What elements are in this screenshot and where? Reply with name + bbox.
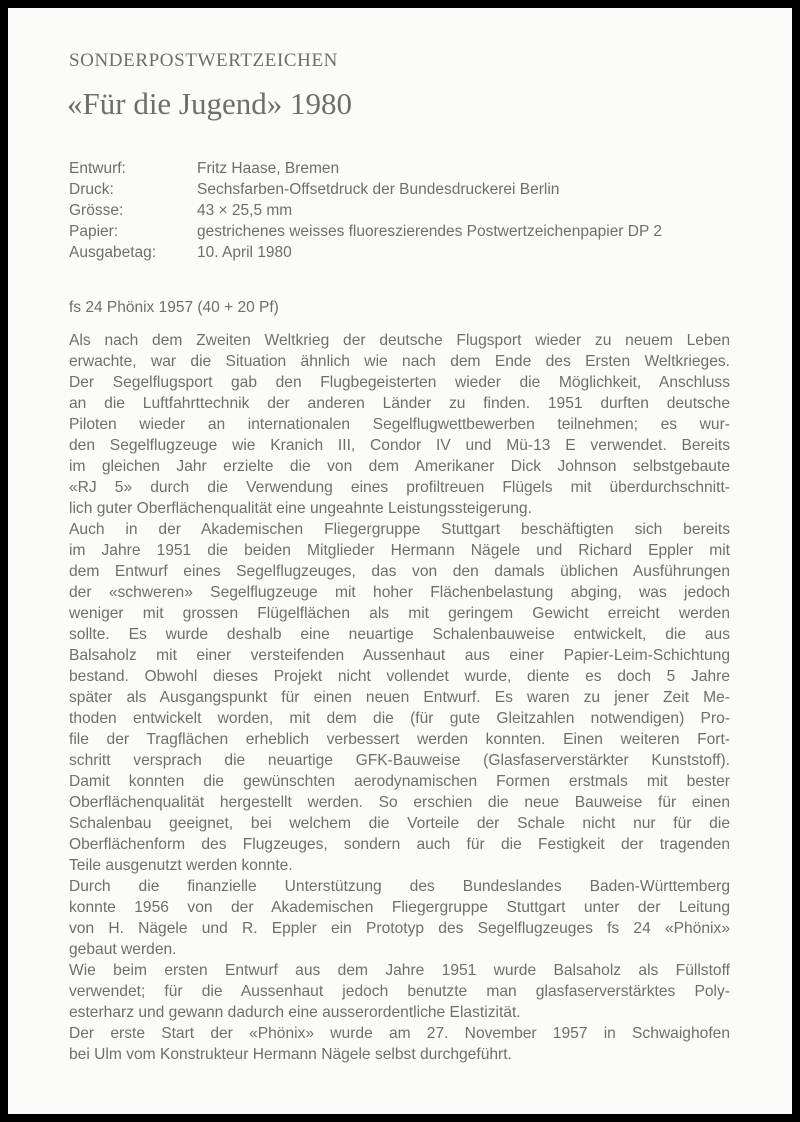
body-line: Der Segelflugsport gab den Flugbegeisterten wieder die Möglichkeit, Anschluss: [69, 374, 730, 391]
spec-row-size: [69, 200, 662, 221]
body-line: Schalenbau geeignet, bei welchem die Vorteile der Schale nicht nur für die: [69, 815, 730, 832]
spec-label: Druck:: [69, 181, 114, 198]
body-line: Als nach dem Zweiten Weltkrieg der deutsche Flugsport wieder zu neuem Leben: [69, 332, 730, 349]
spec-label: Papier:: [69, 223, 119, 240]
body-line: Damit konnten die gewünschten aerodynamischen Formen erstmals mit bester: [69, 773, 730, 790]
spec-label: Ausgabetag:: [69, 244, 157, 261]
body-line: Teile ausgenutzt werden konnte.: [69, 857, 293, 874]
body-line: «RJ 5» durch die Verwendung eines profiltreuen Flügels mit überdurchschnitt-: [69, 479, 730, 496]
body-line: schritt versprach die neuartige GFK-Bauweise (Glasfaserverstärkter Kunststoff).: [69, 752, 730, 769]
body-line: file der Tragflächen erheblich verbessert werden konnten. Einen weiteren Fort-: [69, 731, 730, 748]
body-line: der «schweren» Segelflugzeuge mit hoher Flächenbelastung abging, was jedoch: [69, 584, 730, 601]
body-line: Piloten wieder an internationalen Segelflugwettbewerben teilnehmen; es wur-: [69, 416, 730, 433]
body-line: lich guter Oberflächenqualität eine ungeahnte Leistungssteigerung.: [69, 500, 532, 517]
body-line: bestand. Obwohl dieses Projekt nicht vollendet wurde, diente es doch 5 Jahre: [69, 668, 730, 685]
body-line: sollte. Es wurde deshalb eine neuartige Schalenbauweise entwickelt, die aus: [69, 626, 730, 643]
body-line: thoden entwickelt worden, mit dem die (für gute Gleitzahlen notwendigen) Pro-: [69, 710, 730, 727]
body-line: im gleichen Jahr erzielte die von dem Amerikaner Dick Johnson selbstgebaute: [69, 458, 730, 475]
spec-value: Sechsfarben-Offsetdruck der Bundesdruckerei Berlin: [197, 181, 560, 198]
spec-row-issue-date: [69, 242, 662, 263]
body-line: Durch die finanzielle Unterstützung des Bundeslandes Baden-Württemberg: [69, 878, 730, 895]
body-line: bei Ulm vom Konstrukteur Hermann Nägele selbst durchgeführt.: [69, 1046, 512, 1063]
spec-value: 10. April 1980: [197, 244, 292, 261]
spec-label: Grösse:: [69, 202, 124, 219]
body-line: später als Ausgangspunkt für einen neuen Entwurf. Es waren zu jener Zeit Me-: [69, 689, 730, 706]
document-page: [8, 8, 792, 1114]
body-line: im Jahre 1951 die beiden Mitglieder Hermann Nägele und Richard Eppler mit: [69, 542, 730, 559]
body-line: esterharz und gewann dadurch eine ausserordentliche Elastizität.: [69, 1004, 521, 1021]
body-line: den Segelflugzeuge wie Kranich III, Condor IV und Mü-13 E verwendet. Bereits: [69, 437, 730, 454]
body-text: [69, 330, 730, 1065]
stamp-subtitle: fs 24 Phönix 1957 (40 + 20 Pf): [69, 299, 279, 316]
spec-value: 43 × 25,5 mm: [197, 202, 293, 219]
body-line: Balsaholz mit einer versteifenden Aussenhaut aus einer Papier-Leim-Schichtung: [69, 647, 730, 664]
specs-table: [69, 158, 662, 263]
body-line: erwachte, war die Situation ähnlich wie nach dem Ende des Ersten Weltkrieges.: [69, 353, 730, 370]
body-line: konnte 1956 von der Akademischen Fliegergruppe Stuttgart unter der Leitung: [69, 899, 730, 916]
spec-label: Entwurf:: [69, 160, 126, 177]
spec-row-paper: [69, 221, 662, 242]
document-header: SONDERPOSTWERTZEICHEN: [69, 50, 339, 71]
body-line: von H. Nägele und R. Eppler ein Prototyp des Segelflugzeuges fs 24 «Phönix»: [69, 920, 730, 937]
spec-row-design: [69, 158, 662, 179]
body-line: dem Entwurf eines Segelflugzeuges, das von den damals üblichen Ausführungen: [69, 563, 730, 580]
body-line: Wie beim ersten Entwurf aus dem Jahre 1951 wurde Balsaholz als Füllstoff: [69, 962, 730, 979]
body-line: Der erste Start der «Phönix» wurde am 27. November 1957 in Schwaighofen: [69, 1025, 730, 1042]
body-line: Auch in der Akademischen Fliegergruppe Stuttgart beschäftigten sich bereits: [69, 521, 730, 538]
document-title: «Für die Jugend» 1980: [67, 86, 353, 121]
body-line: an die Luftfahrttechnik der anderen Länder zu finden. 1951 durften deutsche: [69, 395, 730, 412]
body-line: gebaut werden.: [69, 941, 177, 958]
body-line: weniger mit grossen Flügelflächen als mit geringem Gewicht erreicht werden: [69, 605, 730, 622]
spec-value: gestrichenes weisses fluoreszierendes Postwertzeichenpapier DP 2: [197, 223, 662, 240]
body-line: Oberflächenform des Flugzeuges, sondern auch für die Festigkeit der tragenden: [69, 836, 730, 853]
spec-value: Fritz Haase, Bremen: [197, 160, 340, 177]
body-line: Oberflächenqualität hergestellt werden. So erschien die neue Bauweise für einen: [69, 794, 730, 811]
body-line: verwendet; für die Aussenhaut jedoch benutzte man glasfaserverstärktes Poly-: [69, 983, 730, 1000]
spec-row-print: [69, 179, 662, 200]
